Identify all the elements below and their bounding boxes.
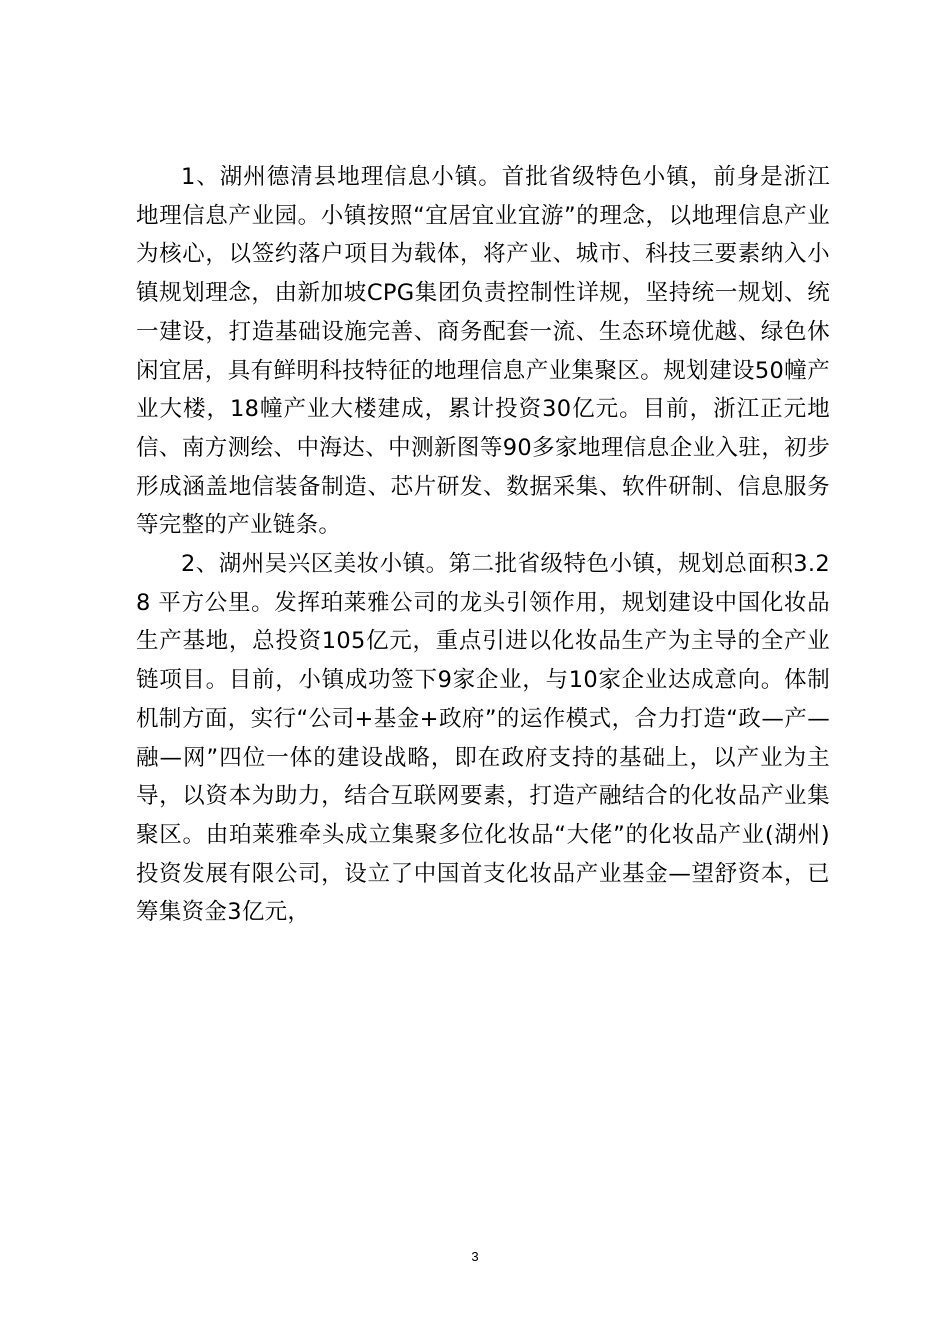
document-body bbox=[136, 158, 830, 932]
paragraph-dezhou-geoinfo-town: 1、湖州德清县地理信息小镇。首批省级特色小镇，前身是浙江地理信息产业园。小镇按照“宜居宜业宜游”的理念，以地理信息产业为核心，以签约落户项目为载体，将产业、城市、科技三要素纳入小镇规划理念，由新加坡CPG集团负责控制性详规，坚持统一规划、统一建设，打造基础设施完善、商务配套一流、生态环境优越、绿色休闲宜居，具有鲜明科技特征的地理信息产业集聚区。规划建设50幢产业大楼，18幢产业大楼建成，累计投资30亿元。目前，浙江正元地信、南方测绘、中海达、中测新图等90多家地理信息企业入驻，初步形成涵盖地信装备制造、芯片研发、数据采集、软件研制、信息服务等完整的产业链条。 bbox=[136, 164, 830, 539]
paragraph-wuxing-beauty-town: 2、湖州吴兴区美妆小镇。第二批省级特色小镇，规划总面积3.28 平方公里。发挥珀莱雅公司的龙头引领作用，规划建设中国化妆品生产基地，总投资105亿元，重点引进以化妆品生产为主导的全产业链项目。目前，小镇成功签下9家企业，与10家企业达成意向。体制机制方面，实行“公司+基金+政府”的运作模式，合力打造“政—产—融—网”四位一体的建设战略，即在政府支持的基础上，以产业为主导，以资本为助力，结合互联网要素，打造产融结合的化妆品产业集聚区。由珀莱雅牵头成立集聚多位化妆品“大佬”的化妆品产业(湖州)投资发展有限公司，设立了中国首支化妆品产业基金—望舒资本，已筹集资金3亿元， bbox=[136, 551, 830, 926]
page-number: 3 bbox=[471, 1249, 479, 1264]
